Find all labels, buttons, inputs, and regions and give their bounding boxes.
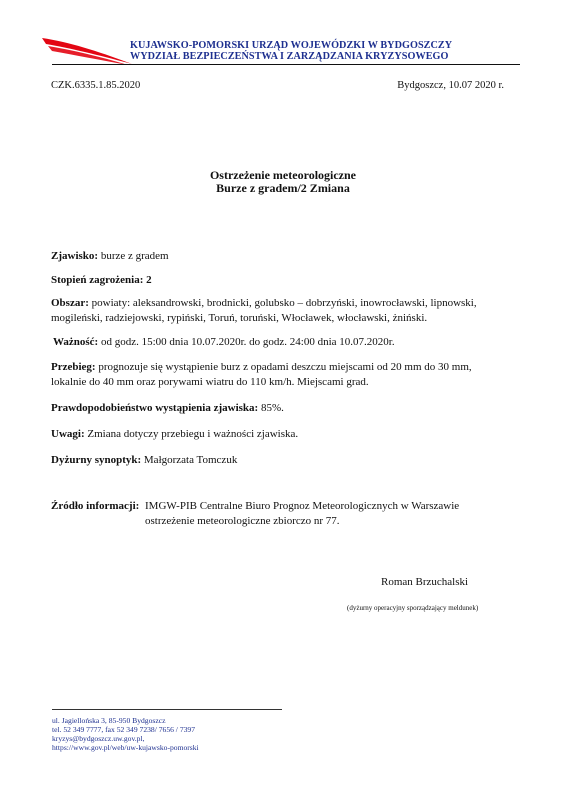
source-line2: ostrzeżenie meteorologiczne zbiorczo nr 77. [145, 515, 340, 527]
source-label: Źródło informacji: [51, 500, 140, 512]
field-obszar-label: Obszar: [51, 297, 89, 309]
field-zjawisko-label: Zjawisko: [51, 250, 99, 262]
field-przebieg-value-line2: lokalnie do 40 mm oraz porywami wiatru do 110 km/h. Miejscami grad. [51, 375, 369, 388]
office-logo-swoosh-icon [40, 36, 134, 66]
field-zjawisko [51, 249, 506, 264]
field-uwagi-value: Zmiana dotyczy przebiegu i ważności zjawiska. [84, 428, 299, 440]
field-uwagi-label: Uwagi: [51, 428, 85, 440]
field-stopien [51, 273, 506, 288]
field-przebieg [51, 360, 506, 389]
field-waznosc-label: Ważność: [53, 336, 99, 348]
document-date: Bydgoszcz, 10.07 2020 r. [397, 80, 504, 91]
field-przebieg-label: Przebieg: [51, 361, 96, 373]
header-divider [52, 64, 520, 65]
field-prawdopodobienstwo-value: 85%. [258, 402, 284, 414]
signature-name: Roman Brzuchalski [381, 576, 469, 588]
field-uwagi [51, 427, 506, 442]
field-obszar [51, 296, 506, 325]
field-stopien-label: Stopień zagrożenia: 2 [51, 274, 152, 286]
field-obszar-value-line1: powiaty: aleksandrowski, brodnicki, golubsko – dobrzyński, inowrocławski, lipnowski, [88, 297, 477, 309]
document-title: Ostrzeżenie meteorologiczne [209, 168, 357, 182]
field-przebieg-value-line1: prognozuje się wystąpienie burz z opadami deszczu miejscami od 20 mm do 30 mm, [95, 361, 472, 373]
header-office-name: KUJAWSKO-POMORSKI URZĄD WOJEWÓDZKI W BYDGOSZCZY [130, 40, 453, 51]
field-synoptyk-value: Małgorzata Tomczuk [141, 454, 238, 466]
field-prawdopodobienstwo-label: Prawdopodobieństwo wystąpienia zjawiska: [51, 402, 259, 414]
footer-email[interactable]: kryzys@bydgoszcz.uw.gov.pl, [52, 734, 145, 743]
footer-address: ul. Jagiellońska 3, 85-950 Bydgoszcz [52, 716, 166, 725]
field-waznosc [53, 335, 508, 350]
source-line1: IMGW-PIB Centralne Biuro Prognoz Meteorologicznych w Warszawie [145, 500, 460, 512]
field-synoptyk-label: Dyżurny synoptyk: [51, 454, 142, 466]
reference-number: CZK.6335.1.85.2020 [51, 80, 141, 91]
document-subtitle: Burze z gradem/2 Zmiana [216, 181, 350, 195]
field-prawdopodobienstwo [51, 401, 506, 416]
field-waznosc-value: od godz. 15:00 dnia 10.07.2020r. do godz. 24:00 dnia 10.07.2020r. [98, 336, 395, 348]
footer-website-link[interactable]: https://www.gov.pl/web/uw-kujawsko-pomorski [52, 743, 199, 752]
field-zjawisko-value: burze z gradem [98, 250, 169, 262]
field-obszar-value-line2: mogileński, radziejowski, rypiński, Toruń, toruński, Włocławek, włocławski, żniński. [51, 311, 428, 324]
header-department-name: WYDZIAŁ BEZPIECZEŃSTWA I ZARZĄDZANIA KRYZYSOWEGO [130, 51, 449, 62]
footer-divider [52, 709, 282, 710]
footer-phone: tel. 52 349 7777, fax 52 349 7238/ 7656 / 7397 [52, 725, 196, 734]
field-synoptyk [51, 453, 506, 468]
signature-role: (dyżurny operacyjny sporządzający meldunek) [347, 604, 479, 612]
